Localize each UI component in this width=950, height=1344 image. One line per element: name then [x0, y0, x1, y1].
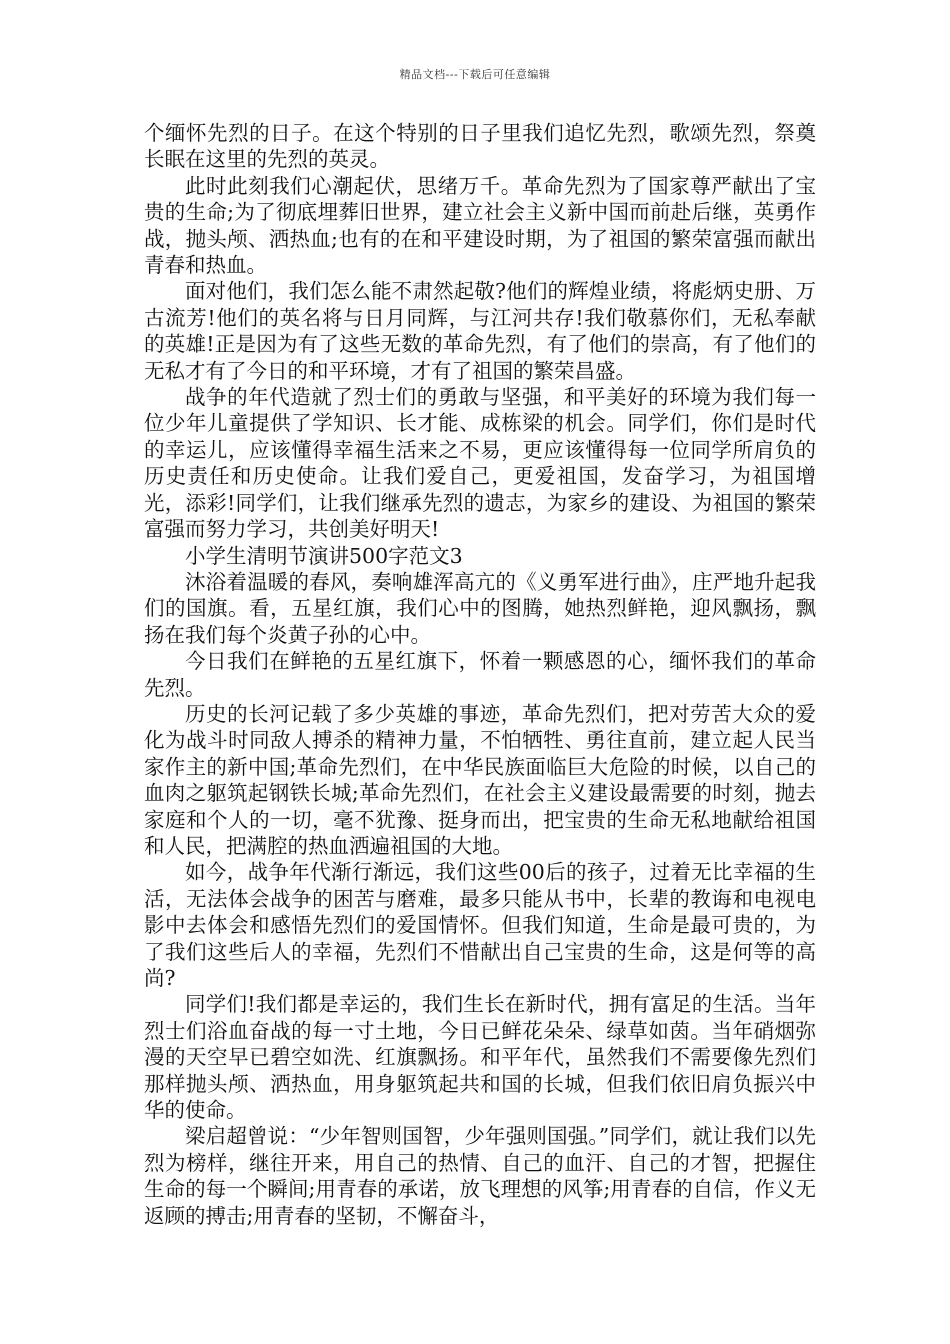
paragraph-4: 战争的年代造就了烈士们的勇敢与坚强，和平美好的环境为我们每一位少年儿童提供了学知识、长才能、成栋梁的机会。同学们，你们是时代的幸运儿，应该懂得幸福生活来之不易，更应该懂得每一位同学所肩负的历史责任和历史使命。让我们爱自己，更爱祖国，发奋学习，为祖国增光，添彩!同学们，让我们继承先烈的遗志，为家乡的建设、为祖国的繁荣富强而努力学习，共创美好明天!	[144, 385, 816, 542]
paragraph-6: 今日我们在鲜艳的五星红旗下，怀着一颗感恩的心，缅怀我们的革命先烈。	[144, 649, 816, 700]
paragraph-3: 面对他们，我们怎么能不肃然起敬?他们的辉煌业绩，将彪炳史册、万古流芳!他们的英名将与日月同辉，与江河共存!我们敬慕你们，无私奉献的英雄!正是因为有了这些无数的革命先烈，有了他们的崇高，有了他们的无私才有了今日的和平环境，才有了祖国的繁荣昌盛。	[144, 279, 816, 383]
section-title: 小学生清明节演讲500字范文3	[185, 543, 463, 568]
paragraph-10: 梁启超曾说：“少年智则国智，少年强则国强。”同学们，就让我们以先烈为榜样，继往开来，用自己的热情、自己的血汗、自己的才智，把握住生命的每一个瞬间;用青春的承诺，放飞理想的风筝;用青春的自信，作义无返顾的搏击;用青春的坚韧，不懈奋斗，	[144, 1124, 816, 1228]
paragraph-7: 历史的长河记载了多少英雄的事迹，革命先烈们，把对劳苦大众的爱化为战斗时同敌人搏杀的精神力量，不怕牺牲、勇往直前，建立起人民当家作主的新中国;革命先烈们，在中华民族面临巨大危险的时候，以自己的血肉之躯筑起钢铁长城;革命先烈们，在社会主义建设最需要的时刻，抛去家庭和个人的一切，毫不犹豫、挺身而出，把宝贵的生命无私地献给祖国和人民，把满腔的热血洒遍祖国的大地。	[144, 701, 816, 858]
page-header: 精品文档---下载后可任意编辑	[399, 68, 551, 81]
paragraph-2: 此时此刻我们心潮起伏，思绪万千。革命先烈为了国家尊严献出了宝贵的生命;为了彻底埋葬旧世界，建立社会主义新中国而前赴后继，英勇作战，抛头颅、洒热血;也有的在和平建设时期，为了祖国的繁荣富强而献出青春和热血。	[144, 173, 816, 278]
paragraph-1: 个缅怀先烈的日子。在这个特别的日子里我们追忆先烈，歌颂先烈，祭奠长眠在这里的先烈的英灵。	[144, 121, 816, 172]
paragraph-9: 同学们!我们都是幸运的，我们生长在新时代，拥有富足的生活。当年烈士们浴血奋战的每一寸土地，今日已鲜花朵朵、绿草如茵。当年硝烟弥漫的天空早已碧空如洗、红旗飘扬。和平年代，虽然我们不需要像先烈们那样抛头颅、洒热血，用身躯筑起共和国的长城，但我们依旧肩负振兴中华的使命。	[144, 992, 816, 1123]
document-body	[144, 120, 816, 1229]
paragraph-5: 沐浴着温暖的春风，奏响雄浑高亢的《义勇军进行曲》，庄严地升起我们的国旗。看，五星红旗，我们心中的图腾，她热烈鲜艳，迎风飘扬，飘扬在我们每个炎黄子孙的心中。	[144, 569, 816, 647]
paragraph-8: 如今，战争年代渐行渐远，我们这些00后的孩子，过着无比幸福的生活，无法体会战争的困苦与磨难，最多只能从书中，长辈的教诲和电视电影中去体会和感悟先烈们的爱国情怀。但我们知道，生命是最可贵的，为了我们这些后人的幸福，先烈们不惜献出自己宝贵的生命，这是何等的高尚?	[144, 860, 816, 990]
